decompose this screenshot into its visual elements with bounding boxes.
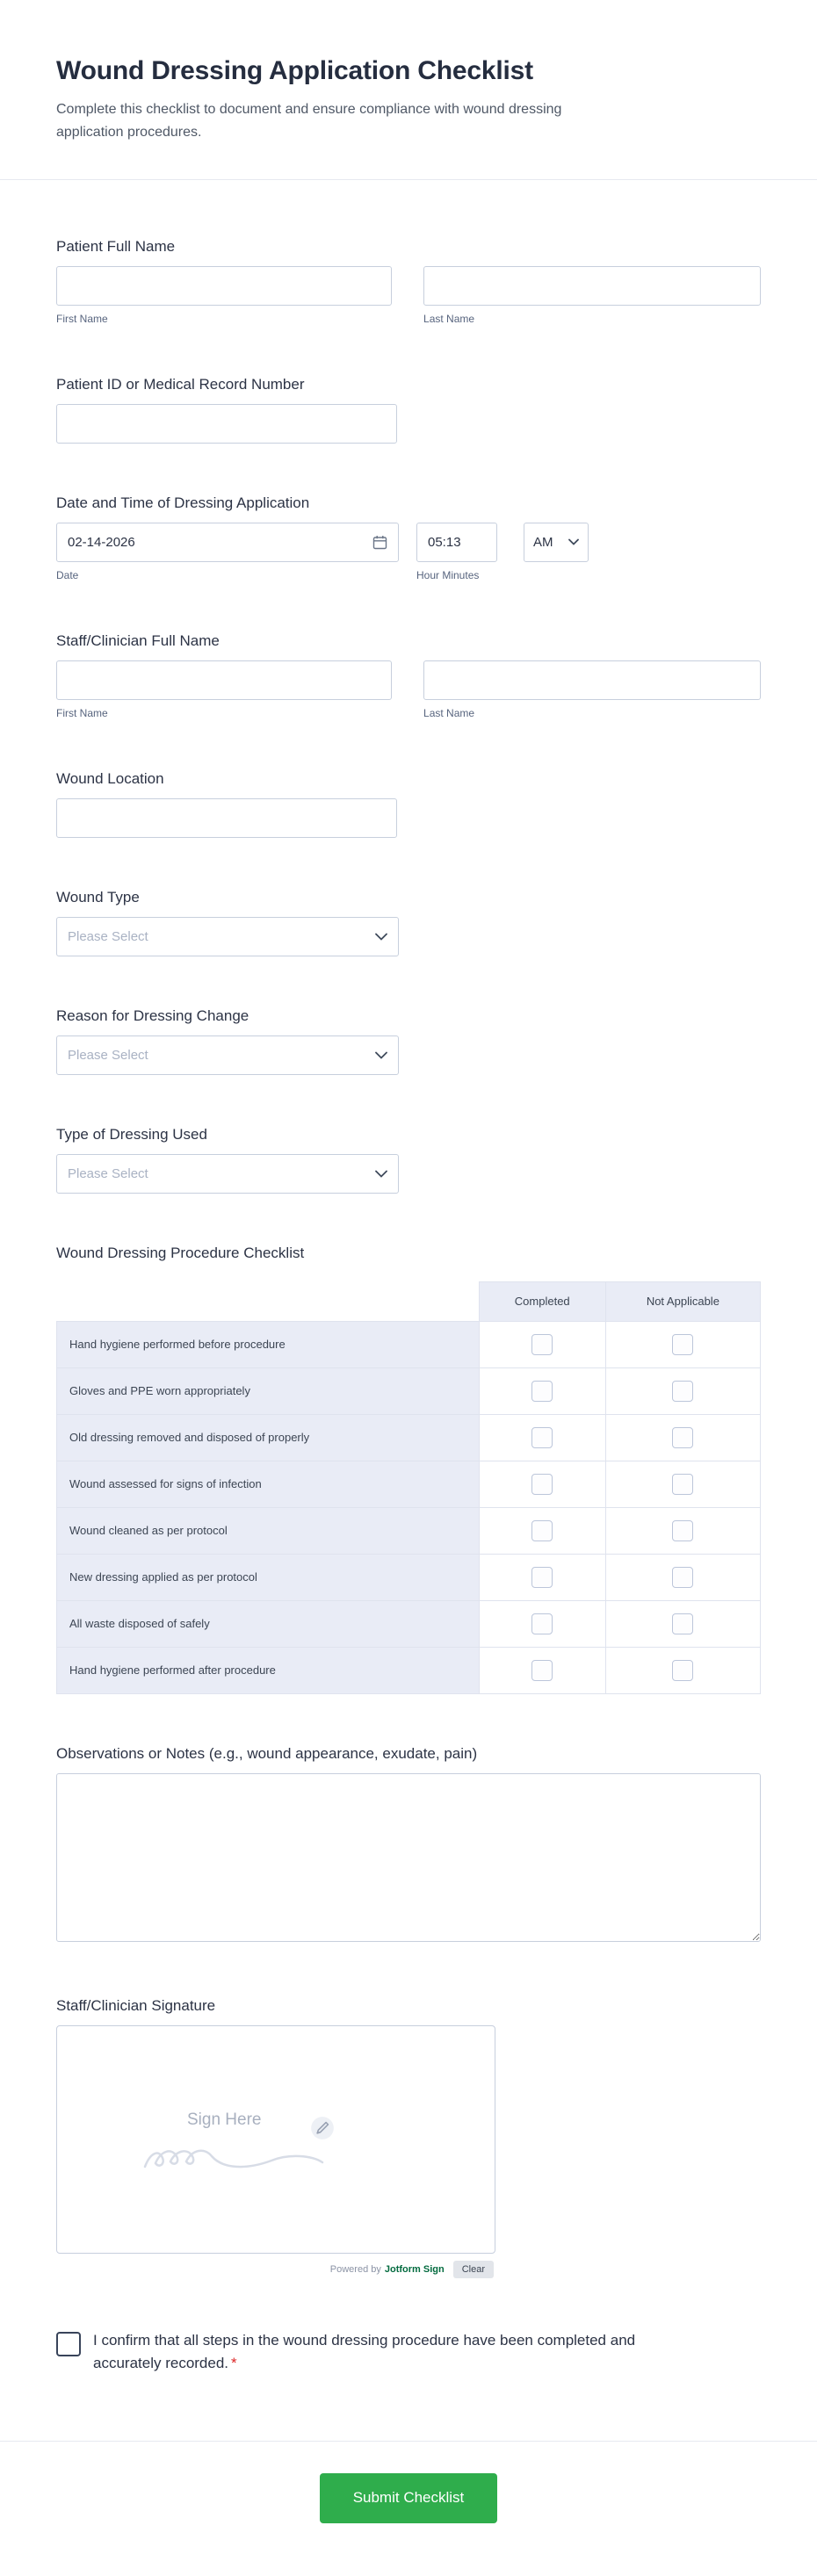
- patient-last-name-sublabel: Last Name: [423, 312, 475, 325]
- wound-type-placeholder: Please Select: [68, 928, 148, 944]
- table-row: [57, 1507, 761, 1554]
- staff-last-name-input[interactable]: [423, 660, 761, 700]
- field-reason: [56, 1007, 761, 1075]
- field-notes: [56, 1745, 761, 1946]
- notes-textarea[interactable]: [56, 1773, 761, 1942]
- field-wound-location: [56, 770, 761, 838]
- checkbox-not-applicable[interactable]: [672, 1381, 693, 1402]
- ampm-select[interactable]: [524, 523, 589, 562]
- table-row: [57, 1554, 761, 1600]
- clear-signature-button[interactable]: Clear: [453, 2261, 494, 2278]
- staff-first-name-sublabel: First Name: [56, 706, 108, 719]
- checkbox-not-applicable[interactable]: [672, 1520, 693, 1541]
- calendar-icon[interactable]: [372, 535, 387, 550]
- table-row: [57, 1367, 761, 1414]
- required-asterisk: *: [231, 2355, 237, 2372]
- patient-first-name-sublabel: First Name: [56, 312, 108, 325]
- signature-label: Staff/Clinician Signature: [56, 1996, 216, 2014]
- field-patient-id: [56, 376, 761, 444]
- table-row: [57, 1461, 761, 1507]
- patient-id-group: [56, 404, 397, 444]
- checkbox-completed[interactable]: [531, 1474, 553, 1495]
- field-staff-full-name: [56, 632, 761, 719]
- staff-first-name-input[interactable]: [56, 660, 392, 700]
- field-confirmation: [56, 2329, 761, 2376]
- checklist-table: [56, 1281, 761, 1694]
- field-dressing-type: [56, 1126, 761, 1194]
- confirm-checkbox[interactable]: [56, 2332, 81, 2356]
- row-label: All waste disposed of safely: [57, 1600, 480, 1647]
- row-label: Old dressing removed and disposed of properly: [57, 1414, 480, 1461]
- pen-icon: [310, 2116, 335, 2140]
- checkbox-not-applicable[interactable]: [672, 1427, 693, 1448]
- row-label: Gloves and PPE worn appropriately: [57, 1367, 480, 1414]
- signature-placeholder: Sign Here: [187, 2110, 262, 2129]
- date-value: 02-14-2026: [68, 534, 135, 550]
- patient-id-label: Patient ID or Medical Record Number: [56, 375, 305, 393]
- form-header: [0, 0, 817, 144]
- powered-by-text: Powered by: [329, 2263, 381, 2275]
- time-value: 05:13: [428, 534, 461, 550]
- row-label: Wound cleaned as per protocol: [57, 1507, 480, 1554]
- patient-id-input[interactable]: [56, 404, 397, 444]
- form-subtitle: Complete this checklist to document and ensure compliance with wound dressing application procedures.: [56, 102, 562, 140]
- time-sublabel: Hour Minutes: [416, 568, 480, 581]
- checkbox-not-applicable[interactable]: [672, 1334, 693, 1355]
- time-input[interactable]: [416, 523, 497, 562]
- checklist-table-wrap: [56, 1281, 761, 1694]
- checklist-label: Wound Dressing Procedure Checklist: [56, 1244, 305, 1261]
- wound-location-group: [56, 798, 397, 838]
- date-group: [56, 523, 416, 581]
- row-label: Hand hygiene performed before procedure: [57, 1321, 480, 1367]
- table-row: [57, 1414, 761, 1461]
- checkbox-completed[interactable]: [531, 1334, 553, 1355]
- reason-select[interactable]: [56, 1035, 399, 1075]
- notes-label: Observations or Notes (e.g., wound appearance, exudate, pain): [56, 1744, 478, 1762]
- ampm-value: AM: [533, 534, 553, 550]
- field-wound-type: [56, 889, 761, 956]
- field-date-time: [56, 494, 761, 581]
- table-row: [57, 1321, 761, 1367]
- field-procedure-checklist: [56, 1245, 761, 1694]
- wound-location-input[interactable]: [56, 798, 397, 838]
- checkbox-not-applicable[interactable]: [672, 1660, 693, 1681]
- signature-squiggle-graphic: [141, 2137, 326, 2177]
- submit-button[interactable]: Submit Checklist: [320, 2473, 498, 2523]
- checkbox-not-applicable[interactable]: [672, 1567, 693, 1588]
- staff-name-row: [56, 660, 761, 719]
- table-header-row: [57, 1281, 761, 1321]
- staff-name-label: Staff/Clinician Full Name: [56, 631, 220, 649]
- checkbox-completed[interactable]: [531, 1427, 553, 1448]
- wound-type-select[interactable]: [56, 917, 399, 956]
- form-body: [0, 180, 817, 2376]
- date-time-row: [56, 523, 761, 581]
- date-input[interactable]: [56, 523, 399, 562]
- checkbox-completed[interactable]: [531, 1660, 553, 1681]
- wound-type-label: Wound Type: [56, 888, 140, 906]
- patient-first-name-input[interactable]: [56, 266, 392, 306]
- checkbox-completed[interactable]: [531, 1520, 553, 1541]
- field-signature: [56, 1997, 761, 2278]
- reason-label: Reason for Dressing Change: [56, 1007, 249, 1024]
- time-group: [416, 523, 524, 581]
- table-row: [57, 1647, 761, 1693]
- patient-name-row: [56, 266, 761, 325]
- reason-placeholder: Please Select: [68, 1047, 148, 1063]
- column-header-completed: Completed: [479, 1281, 605, 1321]
- checkbox-completed[interactable]: [531, 1613, 553, 1634]
- patient-name-label: Patient Full Name: [56, 237, 176, 255]
- patient-first-name-group: [56, 266, 392, 325]
- wound-location-label: Wound Location: [56, 769, 164, 787]
- row-label: New dressing applied as per protocol: [57, 1554, 480, 1600]
- submit-area: [0, 2442, 817, 2576]
- row-label: Wound assessed for signs of infection: [57, 1461, 480, 1507]
- column-header-not-applicable: Not Applicable: [605, 1281, 760, 1321]
- jotform-sign-brand: Jotform Sign: [384, 2263, 445, 2275]
- dressing-type-select[interactable]: [56, 1154, 399, 1194]
- patient-last-name-group: [423, 266, 761, 325]
- signature-footer: [56, 2261, 494, 2278]
- confirm-label-text: I confirm that all steps in the wound dressing procedure have been completed and accurately recorded.: [93, 2331, 636, 2372]
- staff-last-name-sublabel: Last Name: [423, 706, 475, 719]
- dressing-type-label: Type of Dressing Used: [56, 1125, 207, 1143]
- table-row: [57, 1600, 761, 1647]
- staff-last-name-group: [423, 660, 761, 719]
- ampm-group: [524, 523, 589, 581]
- row-label: Hand hygiene performed after procedure: [57, 1647, 480, 1693]
- patient-last-name-input[interactable]: [423, 266, 761, 306]
- date-time-label: Date and Time of Dressing Application: [56, 494, 310, 511]
- confirm-label: [93, 2329, 655, 2376]
- date-sublabel: Date: [56, 568, 79, 581]
- checkbox-completed[interactable]: [531, 1567, 553, 1588]
- chevron-down-icon: [375, 1051, 387, 1059]
- chevron-down-icon: [568, 538, 579, 545]
- chevron-down-icon: [375, 1170, 387, 1178]
- checkbox-not-applicable[interactable]: [672, 1474, 693, 1495]
- field-patient-full-name: [56, 238, 761, 325]
- checkbox-completed[interactable]: [531, 1381, 553, 1402]
- dressing-type-placeholder: Please Select: [68, 1165, 148, 1181]
- signature-pad[interactable]: [56, 2025, 495, 2254]
- chevron-down-icon: [375, 933, 387, 941]
- staff-first-name-group: [56, 660, 392, 719]
- page-title: Wound Dressing Application Checklist: [56, 56, 533, 85]
- table-corner-cell: [57, 1281, 480, 1321]
- checkbox-not-applicable[interactable]: [672, 1613, 693, 1634]
